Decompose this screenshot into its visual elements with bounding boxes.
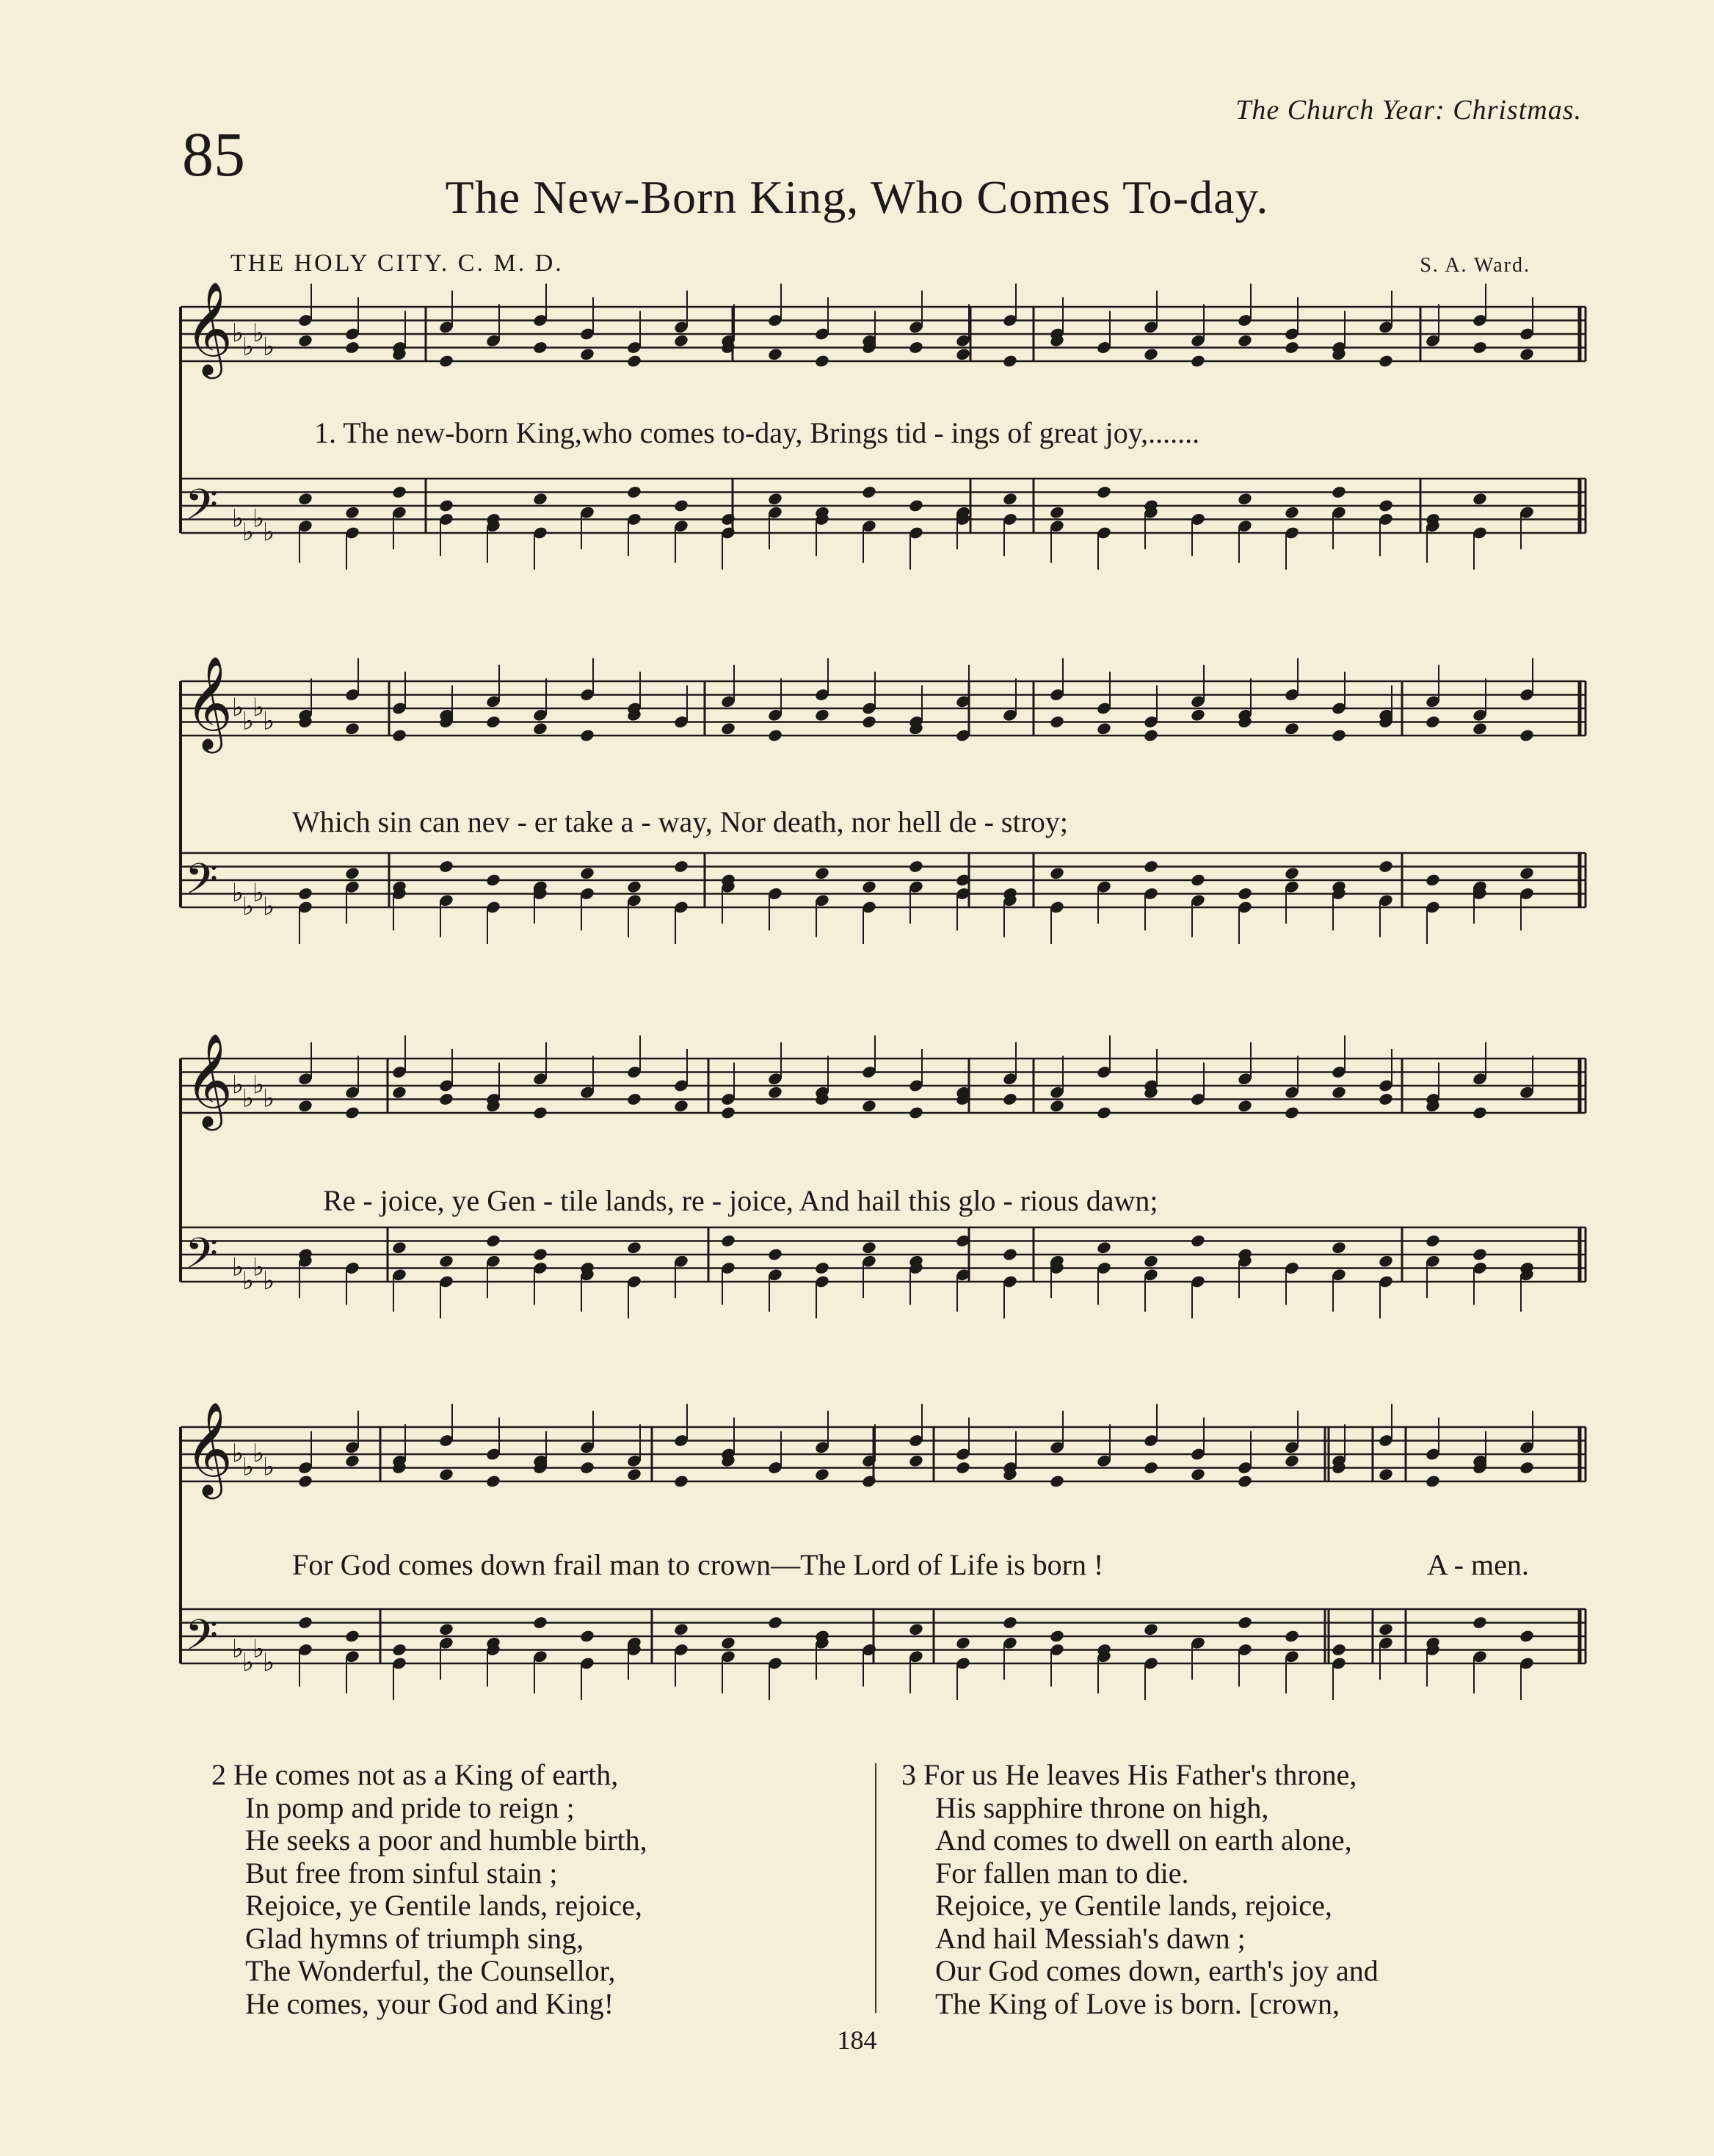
- note-head: [1096, 1241, 1112, 1255]
- flat-sign: ♭: [263, 892, 275, 921]
- bass-clef: 𝄢: [185, 479, 219, 540]
- note-head: [861, 484, 877, 499]
- note-head: [814, 1260, 830, 1275]
- note-head: [1378, 1254, 1394, 1268]
- note-head: [814, 1467, 830, 1482]
- flat-sign: ♭: [263, 1084, 275, 1114]
- note-head: [438, 1622, 454, 1637]
- note-head: [1331, 484, 1347, 499]
- composer-credit: S. A. Ward.: [1420, 254, 1530, 277]
- flat-sign: ♭: [242, 518, 255, 547]
- note-head: [297, 1615, 313, 1630]
- note-head: [391, 728, 407, 743]
- note-head: [1284, 505, 1300, 520]
- flat-sign: ♭: [232, 1439, 244, 1468]
- note-head: [344, 505, 360, 520]
- verse-line: Rejoice, ye Gentile lands, rejoice,: [935, 1889, 1332, 1922]
- note-head: [861, 879, 877, 894]
- lyric-line-4: For God comes down frail man to crown—The Lord of Life is born !: [292, 1548, 1104, 1581]
- note-head: [1049, 1474, 1065, 1489]
- note-head: [1237, 1099, 1253, 1114]
- note-head: [1096, 722, 1112, 736]
- flat-sign: ♭: [232, 1070, 244, 1100]
- running-head: The Church Year: Christmas.: [1235, 95, 1582, 126]
- note-head: [438, 354, 454, 369]
- note-head: [532, 1615, 548, 1630]
- note-head: [1237, 492, 1253, 507]
- note-head: [908, 340, 924, 355]
- note-head: [344, 722, 360, 736]
- note-head: [438, 1467, 454, 1482]
- note-head: [532, 340, 548, 355]
- note-head: [485, 1474, 501, 1489]
- note-head: [1237, 333, 1253, 348]
- note-head: [344, 866, 360, 881]
- note-head: [1378, 1467, 1394, 1482]
- note-head: [1284, 722, 1300, 736]
- note-head: [1002, 492, 1018, 507]
- note-head: [344, 340, 360, 355]
- lyric-line-2: Which sin can nev - er take a - way, Nor death, nor hell de - stroy;: [292, 805, 1069, 838]
- note-head: [1096, 484, 1112, 499]
- note-head: [1378, 354, 1394, 369]
- note-head: [532, 722, 548, 736]
- note-head: [579, 1460, 595, 1475]
- note-head: [297, 1474, 313, 1489]
- note-head: [579, 866, 595, 881]
- note-head: [767, 1615, 783, 1630]
- note-head: [720, 722, 736, 736]
- flat-sign: ♭: [263, 1452, 275, 1482]
- note-head: [438, 1092, 454, 1106]
- verse-line: His sapphire throne on high,: [935, 1790, 1269, 1824]
- note-head: [673, 1474, 689, 1489]
- verse-divider: [875, 1763, 876, 2013]
- note-head: [1190, 1467, 1206, 1482]
- tune-name: THE HOLY CITY. C. M. D.: [230, 250, 564, 277]
- note-head: [814, 354, 830, 369]
- note-head: [908, 1453, 924, 1468]
- note-head: [1425, 1233, 1441, 1248]
- note-head: [1143, 728, 1159, 743]
- note-head: [1002, 1247, 1018, 1262]
- hymn-title: The New-Born King, Who Comes To-day.: [445, 171, 1269, 223]
- flat-sign: ♭: [242, 1452, 255, 1482]
- note-head: [1002, 1615, 1018, 1630]
- note-head: [720, 512, 736, 526]
- note-head: [344, 1106, 360, 1120]
- flat-sign: ♭: [232, 1634, 244, 1664]
- note-head: [767, 728, 783, 743]
- note-head: [391, 1241, 407, 1255]
- flat-sign: ♭: [242, 1266, 255, 1296]
- verse-line: 3 For us He leaves His Father's throne,: [901, 1758, 1357, 1791]
- page-number: 184: [837, 2025, 877, 2055]
- note-head: [1519, 728, 1535, 743]
- note-head: [1237, 886, 1253, 901]
- verse-line: The King of Love is born. [crown,: [935, 1986, 1340, 2020]
- note-head: [767, 1085, 783, 1100]
- note-head: [673, 1622, 689, 1637]
- note-head: [1378, 498, 1394, 513]
- flat-sign: ♭: [253, 1070, 265, 1100]
- note-head: [1143, 347, 1159, 362]
- note-head: [1049, 714, 1065, 729]
- note-head: [1331, 1642, 1347, 1657]
- note-head: [861, 1241, 877, 1255]
- note-head: [1284, 866, 1300, 881]
- note-head: [908, 1622, 924, 1637]
- flat-sign: ♭: [232, 319, 244, 348]
- flat-sign: ♭: [242, 892, 255, 921]
- note-head: [1002, 354, 1018, 369]
- note-head: [1472, 1247, 1488, 1262]
- verse-line: In pomp and pride to reign ;: [245, 1790, 575, 1824]
- lyric-line-1: 1. The new-born King,who comes to-day, Brings tid - ings of great joy,.......: [314, 416, 1200, 449]
- note-head: [297, 333, 313, 348]
- verse-line: He seeks a poor and humble birth,: [245, 1823, 647, 1856]
- note-head: [814, 708, 830, 722]
- note-head: [1378, 1622, 1394, 1637]
- note-head: [485, 873, 501, 888]
- note-head: [1143, 1622, 1159, 1637]
- note-head: [438, 498, 454, 513]
- note-head: [579, 1629, 595, 1644]
- note-head: [626, 1092, 642, 1106]
- flat-sign: ♭: [232, 878, 244, 908]
- note-head: [673, 333, 689, 348]
- note-head: [1472, 492, 1488, 507]
- note-head: [344, 1453, 360, 1468]
- note-head: [626, 484, 642, 499]
- note-head: [532, 1247, 548, 1262]
- note-head: [297, 492, 313, 507]
- note-head: [626, 1241, 642, 1255]
- note-head: [1049, 1099, 1065, 1114]
- note-head: [908, 498, 924, 513]
- note-head: [673, 498, 689, 513]
- note-head: [1002, 1092, 1018, 1106]
- note-head: [438, 859, 454, 874]
- bass-clef: 𝄢: [185, 1228, 219, 1289]
- flat-sign: ♭: [263, 518, 275, 547]
- flat-sign: ♭: [263, 1648, 275, 1677]
- note-head: [720, 1636, 736, 1650]
- note-head: [626, 879, 642, 894]
- flat-sign: ♭: [263, 1266, 275, 1296]
- treble-clef: 𝄞: [185, 1401, 233, 1495]
- note-head: [1519, 1629, 1535, 1644]
- note-head: [1190, 1233, 1206, 1248]
- flat-sign: ♭: [253, 319, 265, 348]
- flat-sign: ♭: [263, 332, 275, 362]
- note-head: [1472, 722, 1488, 736]
- note-head: [391, 1642, 407, 1657]
- flat-sign: ♭: [253, 693, 265, 722]
- note-head: [1096, 1106, 1112, 1120]
- flat-sign: ♭: [242, 332, 255, 362]
- lyric-amen: A - men.: [1427, 1548, 1529, 1581]
- note-head: [955, 1636, 971, 1650]
- verse-2: [211, 1759, 647, 2020]
- note-head: [1472, 1615, 1488, 1630]
- flat-sign: ♭: [253, 1252, 265, 1282]
- flat-sign: ♭: [253, 878, 265, 908]
- note-head: [532, 1106, 548, 1120]
- note-head: [297, 886, 313, 901]
- note-head: [1284, 340, 1300, 355]
- flat-sign: ♭: [242, 1084, 255, 1114]
- note-head: [1143, 859, 1159, 874]
- note-head: [861, 1099, 877, 1114]
- note-head: [391, 484, 407, 499]
- note-head: [344, 1629, 360, 1644]
- flat-sign: ♭: [253, 1439, 265, 1468]
- flat-sign: ♭: [232, 504, 244, 534]
- note-head: [673, 1099, 689, 1114]
- note-head: [1425, 714, 1441, 729]
- lyric-line-3: Re - joice, ye Gen - tile lands, re - joice, And hail this glo - rious dawn;: [323, 1184, 1158, 1217]
- note-head: [767, 1247, 783, 1262]
- note-head: [1331, 1241, 1347, 1255]
- note-head: [1472, 1106, 1488, 1120]
- note-head: [1284, 1106, 1300, 1120]
- treble-clef: 𝄞: [185, 1032, 233, 1127]
- flat-sign: ♭: [253, 504, 265, 534]
- bass-clef: 𝄢: [185, 854, 219, 915]
- note-head: [485, 714, 501, 729]
- flat-sign: ♭: [232, 693, 244, 722]
- flat-sign: ♭: [253, 1634, 265, 1664]
- flat-sign: ♭: [242, 706, 255, 736]
- verse-line: For fallen man to die.: [935, 1856, 1189, 1890]
- note-head: [767, 492, 783, 507]
- note-head: [579, 347, 595, 362]
- verse-line: Rejoice, ye Gentile lands, rejoice,: [245, 1889, 642, 1922]
- note-head: [1284, 1629, 1300, 1644]
- note-head: [1378, 1092, 1394, 1106]
- note-head: [1519, 866, 1535, 881]
- note-head: [297, 1099, 313, 1114]
- verse-line: Our God comes down, earth's joy and: [935, 1954, 1379, 1987]
- note-head: [1049, 866, 1065, 881]
- treble-clef: 𝄞: [185, 655, 233, 749]
- flat-sign: ♭: [232, 1252, 244, 1282]
- note-head: [1472, 340, 1488, 355]
- verse-3: [901, 1759, 1379, 2020]
- verse-line: And comes to dwell on earth alone,: [935, 1823, 1352, 1856]
- note-head: [1425, 873, 1441, 888]
- note-head: [814, 866, 830, 881]
- note-head: [1190, 354, 1206, 369]
- note-head: [955, 347, 971, 362]
- verse-line: He comes, your God and King!: [245, 1986, 614, 2020]
- note-head: [1425, 1474, 1441, 1489]
- note-head: [1049, 1629, 1065, 1644]
- note-head: [1519, 1460, 1535, 1475]
- hymn-number: 85: [182, 119, 245, 189]
- note-head: [1331, 1085, 1347, 1100]
- note-head: [908, 1106, 924, 1120]
- note-head: [1237, 1615, 1253, 1630]
- note-head: [1143, 1460, 1159, 1475]
- note-head: [861, 714, 877, 729]
- flat-sign: ♭: [242, 1648, 255, 1677]
- note-head: [1378, 859, 1394, 874]
- verse-line: And hail Messiah's dawn ;: [935, 1921, 1246, 1955]
- note-head: [720, 1106, 736, 1120]
- note-head: [1284, 1453, 1300, 1468]
- note-head: [720, 1233, 736, 1248]
- verse-line: But free from sinful stain ;: [245, 1856, 558, 1890]
- note-head: [438, 1254, 454, 1268]
- note-head: [1190, 708, 1206, 722]
- verse-line: 2 He comes not as a King of earth,: [211, 1758, 619, 1791]
- note-head: [579, 728, 595, 743]
- note-head: [1143, 1254, 1159, 1268]
- flat-sign: ♭: [263, 706, 275, 736]
- note-head: [532, 492, 548, 507]
- note-head: [1190, 873, 1206, 888]
- verse-line: The Wonderful, the Counsellor,: [245, 1954, 616, 1987]
- note-head: [626, 1467, 642, 1482]
- bass-clef: 𝄢: [185, 1610, 219, 1671]
- treble-clef: 𝄞: [185, 280, 233, 375]
- note-head: [391, 1085, 407, 1100]
- note-head: [861, 1474, 877, 1489]
- note-head: [1049, 505, 1065, 520]
- note-head: [955, 1460, 971, 1475]
- note-head: [485, 1233, 501, 1248]
- verse-line: Glad hymns of triumph sing,: [245, 1921, 584, 1955]
- note-head: [1237, 1474, 1253, 1489]
- note-head: [908, 859, 924, 874]
- note-head: [673, 859, 689, 874]
- note-head: [626, 354, 642, 369]
- note-head: [1331, 728, 1347, 743]
- note-head: [1519, 347, 1535, 362]
- note-head: [767, 347, 783, 362]
